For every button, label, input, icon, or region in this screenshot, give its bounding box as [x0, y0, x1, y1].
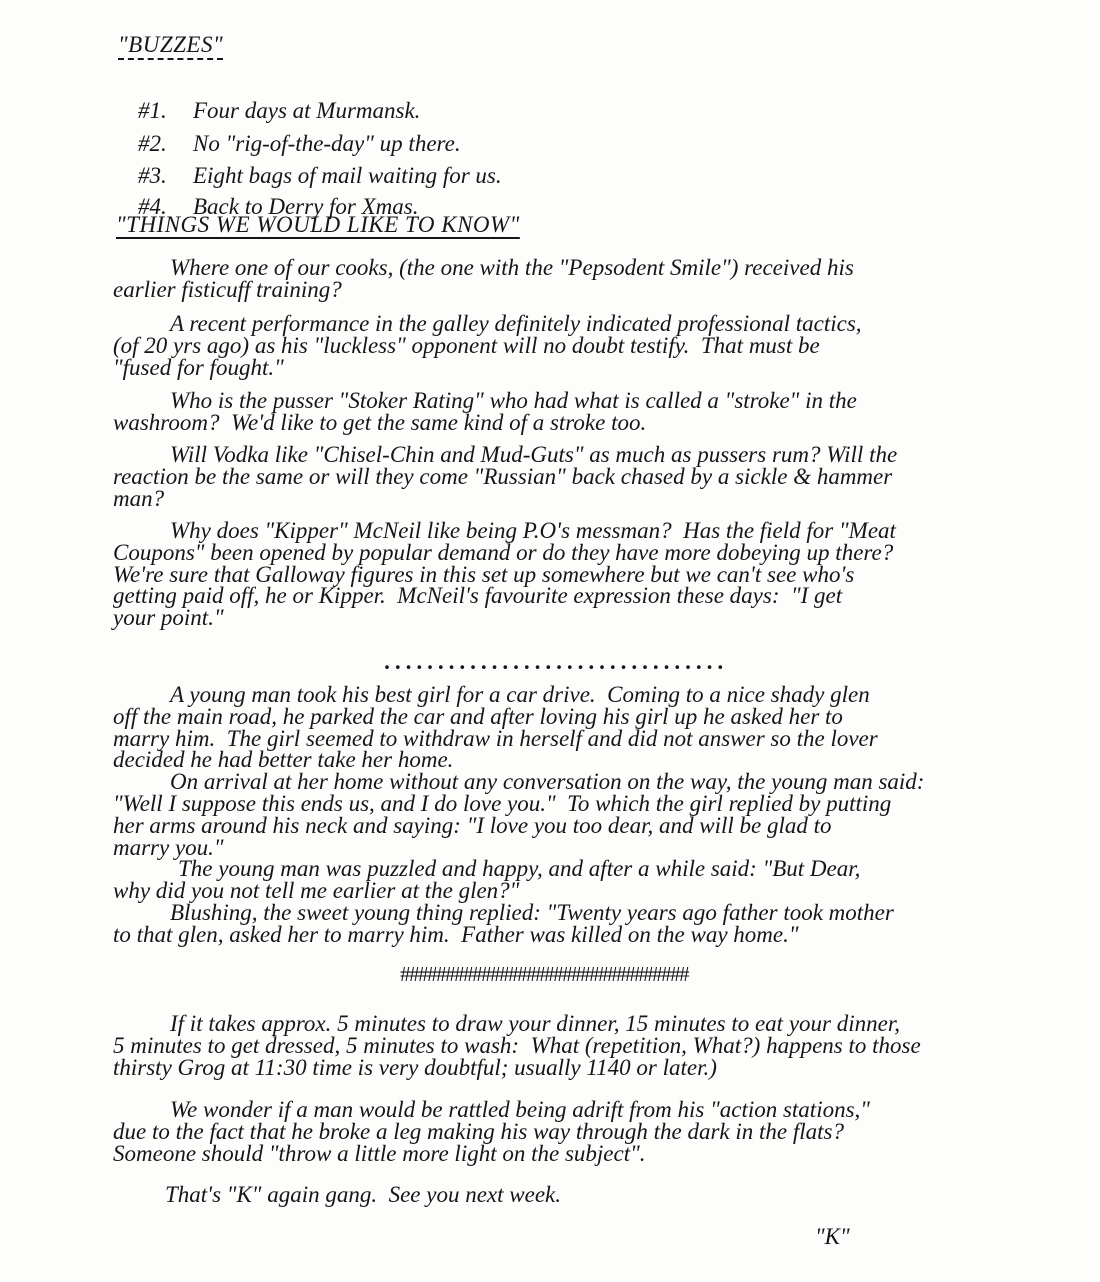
text-line: decided he had better take her home. [113, 747, 454, 773]
text-line: A recent performance in the galley definitely indicated professional tactics, [170, 311, 862, 336]
text-line: man? [113, 485, 165, 511]
text-line: A young man took his best girl for a car drive. Coming to a nice shady glen [170, 682, 870, 707]
buzz-number: #2. [138, 131, 167, 156]
text-line: We wonder if a man would be rattled being adrift from his "action stations," [170, 1097, 870, 1122]
text-line: If it takes approx. 5 minutes to draw your dinner, 15 minutes to eat your dinner, [170, 1011, 900, 1036]
text-line: Where one of our cooks, (the one with the "Pepsodent Smile") received his [170, 255, 854, 280]
text-line: her arms around his neck and saying: "I love you too dear, and will be glad to [113, 812, 832, 838]
dotted-separator: ................................ [385, 649, 729, 674]
paragraph [113, 390, 857, 434]
text-line: your point." [113, 605, 224, 631]
text-line: Someone should "throw a little more light on the subject". [113, 1140, 646, 1166]
text-line: We're sure that Galloway figures in this set up somewhere but we can't see who's [113, 561, 855, 587]
text-line: off the main road, he parked the car and after loving his girl up he asked her to [113, 703, 843, 729]
text-line: (of 20 yrs ago) as his "luckless" opponent will no doubt testify. That must be [113, 332, 820, 358]
signature: "K" [815, 1224, 850, 1249]
text-line: getting paid off, he or Kipper. McNeil's favourite expression these days: "I get [113, 583, 843, 609]
paragraph [113, 1013, 921, 1078]
text-line: Who is the pusser "Stoker Rating" who had what is called a "stroke" in the [170, 388, 857, 413]
story [113, 684, 924, 946]
text-line: Blushing, the sweet young thing replied: "Twenty years ago father took mother [170, 899, 894, 925]
text-line: to that glen, asked her to marry him. Father was killed on the way home." [113, 921, 799, 947]
text-line: earlier fisticuff training? [113, 276, 342, 302]
hash-separator: ################################ [400, 962, 688, 986]
signoff-line: That's "K" again gang. See you next week. [165, 1182, 561, 1207]
text-line: thirsty Grog at 11:30 time is very doubtful; usually 1140 or later.) [113, 1054, 717, 1080]
text-line: Why does "Kipper" McNeil like being P.O's messman? Has the field for "Meat [170, 518, 896, 543]
signoff [113, 1184, 561, 1206]
text-line: washroom? We'd like to get the same kind of a stroke too. [113, 409, 647, 435]
buzz-text: Back to Derry for Xmas. [193, 194, 419, 219]
text-line: Coupons" been opened by popular demand or do they have more dobeying up there? [113, 539, 894, 565]
text-line: Will Vodka like "Chisel-Chin and Mud-Guts" as much as pussers rum? Will the [170, 442, 898, 467]
text-line: due to the fact that he broke a leg making his way through the dark in the flats? [113, 1118, 844, 1144]
text-line: "fused for fought." [113, 354, 284, 380]
paragraph [113, 313, 862, 378]
text-line: The young man was puzzled and happy, and after a while said: "But Dear, [178, 856, 861, 882]
paragraph [113, 257, 854, 301]
text-line: On arrival at her home without any conversation on the way, the young man said: [170, 769, 925, 795]
paragraph [113, 520, 896, 629]
buzzes-heading: "BUZZES" [118, 32, 224, 57]
text-line: reaction be the same or will they come "Russian" back chased by a sickle & hammer [113, 463, 893, 489]
text-line: why did you not tell me earlier at the glen?" [113, 878, 520, 904]
text-line: marry you." [113, 834, 224, 860]
buzz-text: Eight bags of mail waiting for us. [193, 163, 502, 188]
buzz-text: No "rig-of-the-day" up there. [193, 131, 461, 156]
text-line: "Well I suppose this ends us, and I do love you." To which the girl replied by putting [113, 790, 892, 816]
paragraph [113, 1099, 870, 1164]
buzz-number: #1. [138, 98, 167, 123]
text-line: marry him. The girl seemed to withdraw in herself and did not answer so the lover [113, 725, 878, 751]
text-line: 5 minutes to get dressed, 5 minutes to wash: What (repetition, What?) happens to those [113, 1032, 921, 1058]
things-heading: "THINGS WE WOULD LIKE TO KNOW" [116, 212, 520, 237]
paragraph [113, 444, 897, 509]
buzz-number: #3. [138, 163, 167, 188]
buzz-text: Four days at Murmansk. [193, 98, 421, 123]
buzz-number: #4. [138, 194, 167, 219]
